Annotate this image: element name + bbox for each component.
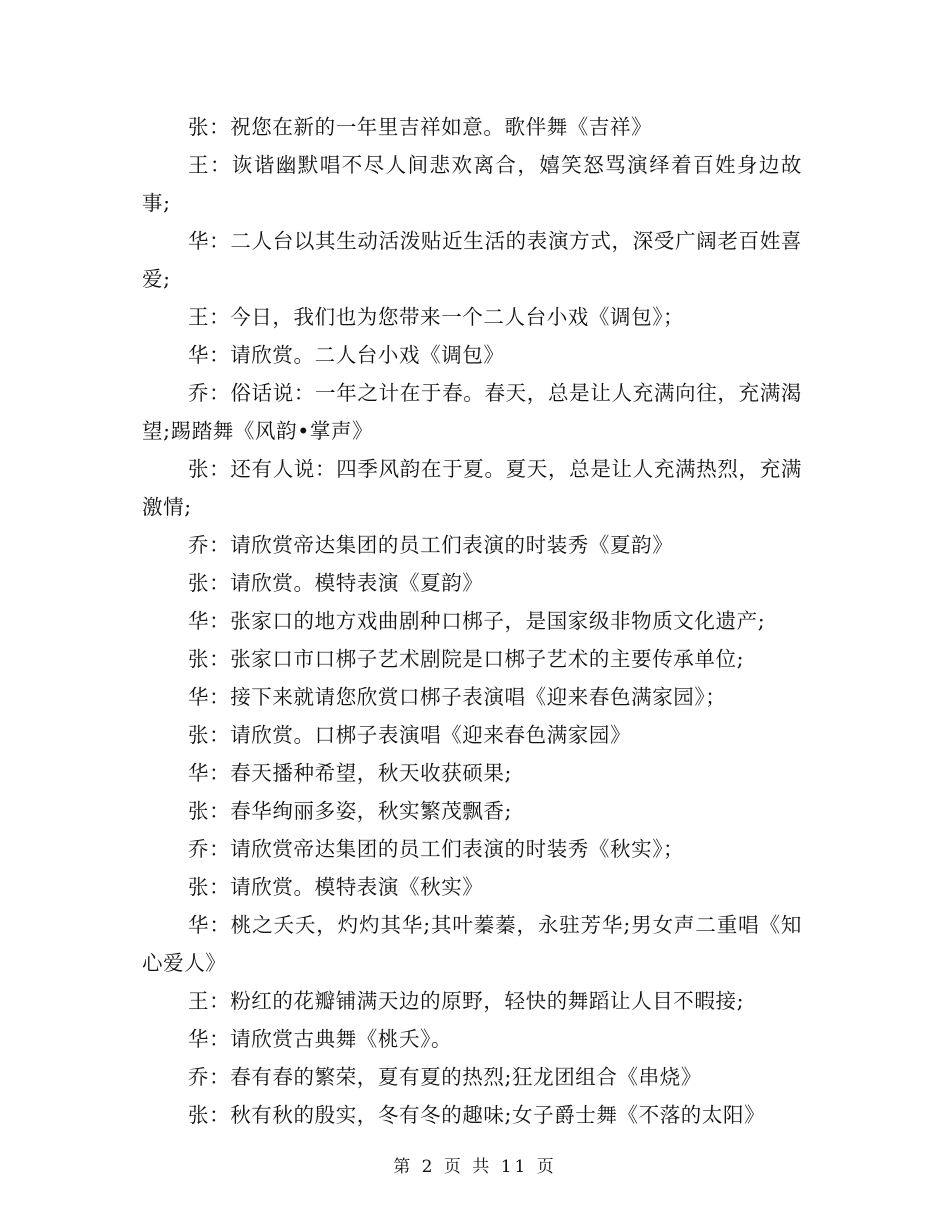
body-text — [142, 108, 802, 1134]
page-number-footer: 第 2 页 共 11 页 — [393, 1157, 557, 1177]
paragraph: 张：春华绚丽多姿，秋实繁茂飘香; — [188, 799, 513, 823]
paragraph: 张：请欣赏。模特表演《秋实》 — [188, 875, 484, 899]
paragraph: 张：还有人说：四季风韵在于夏。夏天，总是让人充满热烈，充满激情; — [142, 457, 802, 519]
paragraph: 华：张家口的地方戏曲剧种口梆子，是国家级非物质文化遗产; — [188, 609, 766, 633]
paragraph: 王：诙谐幽默唱不尽人间悲欢离合，嬉笑怒骂演绎着百姓身边故事; — [142, 153, 802, 215]
paragraph: 王：今日，我们也为您带来一个二人台小戏《调包》； — [188, 305, 685, 329]
paragraph: 华：二人台以其生动活泼贴近生活的表演方式，深受广阔老百姓喜爱; — [142, 229, 802, 291]
paragraph: 华：春天播种希望，秋天收获硕果; — [188, 761, 513, 785]
paragraph: 华：桃之夭夭，灼灼其华;其叶蓁蓁，永驻芳华;男女声二重唱《知心爱人》 — [142, 913, 802, 975]
paragraph: 乔：请欣赏帝达集团的员工们表演的时装秀《夏韵》 — [188, 533, 674, 557]
paragraph: 华：请欣赏。二人台小戏《调包》 — [188, 343, 505, 367]
paragraph: 张：秋有秋的殷实，冬有冬的趣味;女子爵士舞《不落的太阳》 — [188, 1103, 766, 1127]
paragraph: 张：祝您在新的一年里吉祥如意。歌伴舞《吉祥》 — [188, 115, 653, 139]
paragraph: 张：请欣赏。口梆子表演唱《迎来春色满家园》 — [188, 723, 632, 747]
paragraph: 张：张家口市口梆子艺术剧院是口梆子艺术的主要传承单位; — [188, 647, 745, 671]
paragraph: 乔：春有春的繁荣，夏有夏的热烈;狂龙团组合《串烧》 — [188, 1065, 702, 1089]
paragraph: 张：请欣赏。模特表演《夏韵》 — [188, 571, 484, 595]
paragraph: 华：请欣赏古典舞《桃夭》。 — [188, 1027, 453, 1051]
paragraph: 王：粉红的花瓣铺满天边的原野，轻快的舞蹈让人目不暇接; — [188, 989, 745, 1013]
paragraph: 华：接下来就请您欣赏口梆子表演唱《迎来春色满家园》； — [188, 685, 727, 709]
paragraph: 乔：俗话说：一年之计在于春。春天，总是让人充满向往，充满渴望;踢踏舞《风韵•掌声》 — [142, 381, 802, 443]
paragraph: 乔：请欣赏帝达集团的员工们表演的时装秀《秋实》； — [188, 837, 685, 861]
